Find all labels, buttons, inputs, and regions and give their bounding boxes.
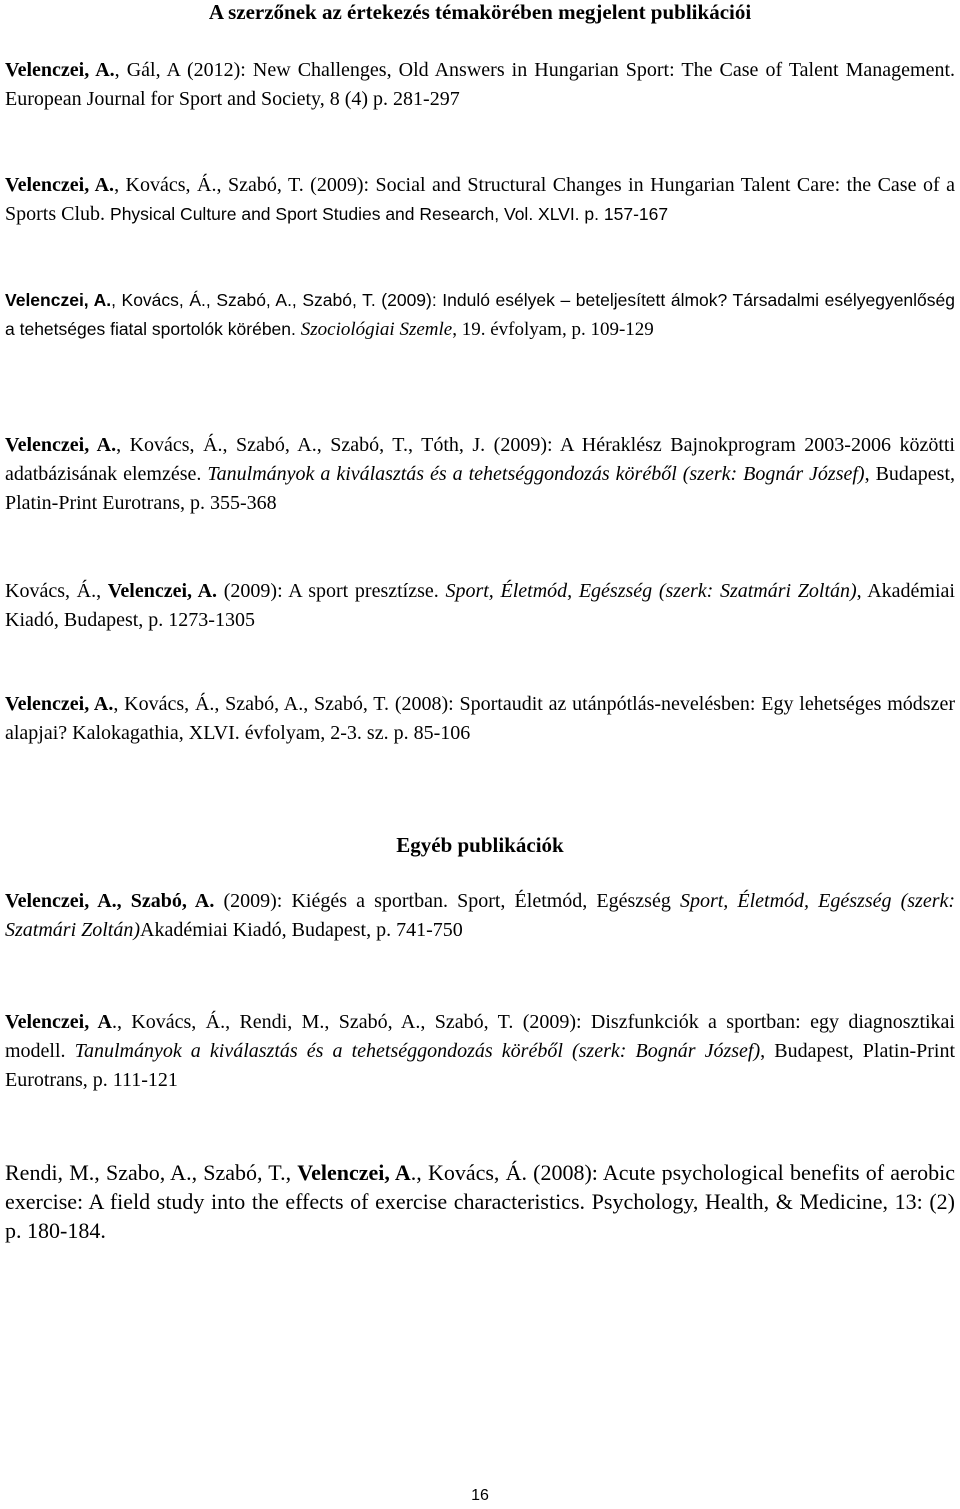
citation-text: , Kovács, Á., Szabó, A., Szabó, T., Tóth, J. (2009): A Héraklész Bajnokprogram 2003-2006 közötti adatbázisának elemzése. — [5, 434, 955, 485]
author-name: Velenczei, A. — [5, 59, 115, 81]
publication-entry-3 — [5, 286, 955, 344]
page-number: 16 — [471, 1487, 489, 1504]
citation-text: , Akadémiai Kiadó, Budapest, p. 1273-1305 — [5, 580, 955, 631]
journal-title: Szociológiai Szemle — [300, 319, 453, 340]
publication-entry-5 — [5, 577, 955, 635]
book-title: Sport, Életmód, Egészség (szerk: Szatmári Zoltán) — [5, 890, 956, 941]
other-entry-3 — [5, 1158, 955, 1245]
author-name: Velenczei, A. — [5, 290, 112, 310]
author-name: Velenczei, A. — [5, 693, 114, 715]
citation-text: , Budapest, Platin-Print Eurotrans, p. 355-368 — [5, 463, 955, 514]
citation-text-journal: Physical Culture and Sport Studies and Research, Vol. XLVI. p. 157-167 — [110, 204, 669, 224]
section-title-other: Egyéb publikációk — [396, 833, 564, 857]
citation-text: , Gál, A (2012): New Challenges, Old Answers in Hungarian Sport: The Case of Talent Management. European Journal for Sport and Society, 8 (4) p. 281-297 — [5, 59, 955, 110]
section-title-publications: A szerzőnek az értekezés témakörében megjelent publikációi — [208, 0, 752, 24]
citation-text: , Kovács, Á., Szabó, A., Szabó, T. (2008): Sportaudit az utánpótlás-nevelésben: Egy lehetséges módszer alapjai? Kalokagathia, XLVI. évfolyam, 2-3. sz. p. 85-106 — [5, 693, 955, 744]
other-entry-2 — [5, 1008, 955, 1095]
author-name: Velenczei, A. — [5, 174, 115, 196]
citation-text: (2009): A sport presztízse. — [217, 580, 446, 602]
citation-text: , 19. évfolyam, p. 109-129 — [452, 319, 654, 340]
citation-text: ., Kovács, Á. (2008): Acute psychological benefits of aerobic exercise: A field study into the effects of exercise characteristics. Psychology, Health, & Medicine, 13: (2) p. 180-184. — [5, 1160, 955, 1243]
citation-text: , Kovács, Á., Szabó, A., Szabó, T. (2009): Induló esélyek – beteljesített álmok? Társadalmi esélyegyenlőség a tehetséges fiatal sportolók körében. — [5, 290, 955, 339]
author-name: Velenczei, A., Szabó, A. — [5, 890, 215, 912]
citation-text: (2009): Kiégés a sportban. Sport, Életmód, Egészség — [214, 890, 680, 912]
publication-entry-6 — [5, 690, 955, 748]
author-name: Velenczei, A. — [5, 434, 117, 456]
other-entry-1 — [5, 887, 955, 945]
citation-text: , Kovács, Á., Szabó, T. (2009): Social and Structural Changes in Hungarian Talent Care: the Case of a Sports Club. — [5, 174, 955, 225]
author-name: Velenczei, A — [297, 1160, 411, 1185]
book-title: Sport, Életmód, Egészség (szerk: Szatmári Zoltán) — [445, 580, 857, 602]
book-title: Tanulmányok a kiválasztás és a tehetséggondozás köréből (szerk: Bognár József) — [74, 1040, 761, 1062]
citation-text: Akadémiai Kiadó, Budapest, p. 741-750 — [140, 919, 463, 941]
co-author-names: Kovács, Á., — [5, 580, 108, 602]
publication-entry-4 — [5, 431, 955, 518]
publication-entry-1 — [5, 56, 955, 114]
author-name: Velenczei, A — [5, 1011, 112, 1033]
citation-text: ., Kovács, Á., Rendi, M., Szabó, A., Szabó, T. (2009): Diszfunkciók a sportban: egy diagnosztikai modell. — [5, 1011, 955, 1062]
citation-text: , Budapest, Platin-Print Eurotrans, p. 111-121 — [5, 1040, 956, 1091]
co-author-names: Rendi, M., Szabo, A., Szabó, T., — [5, 1160, 298, 1185]
publication-entry-2 — [5, 171, 955, 229]
author-name: Velenczei, A. — [107, 580, 218, 602]
book-title: Tanulmányok a kiválasztás és a tehetséggondozás köréből (szerk: Bognár József) — [207, 463, 865, 485]
